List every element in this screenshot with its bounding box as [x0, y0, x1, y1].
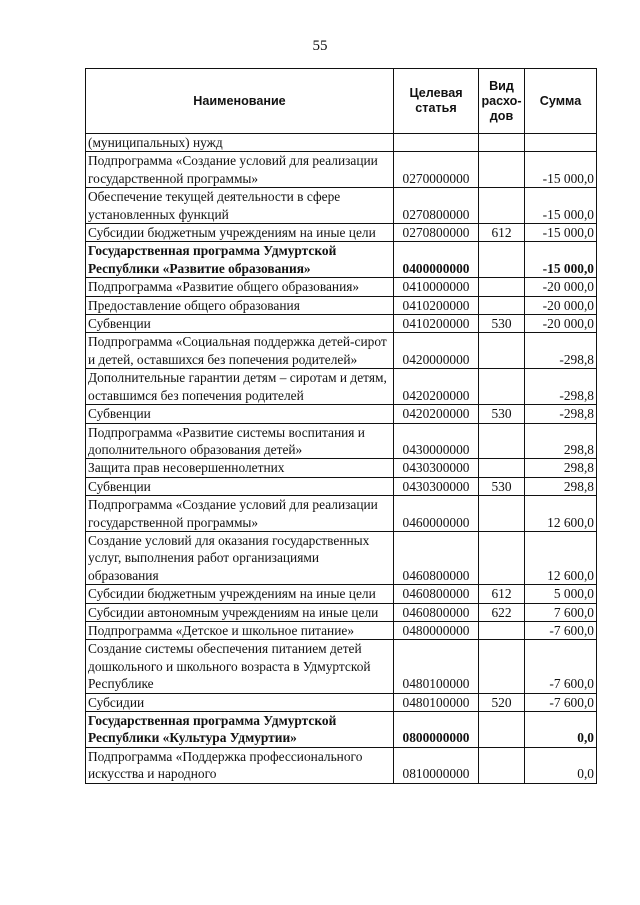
cell-name: Подпрограмма «Создание условий для реализации государственной программы»: [86, 496, 394, 532]
cell-sum: 12 600,0: [525, 496, 597, 532]
table-row: [86, 296, 597, 314]
cell-name: Субсидии бюджетным учреждениям на иные цели: [86, 585, 394, 603]
cell-target-code: 0460000000: [394, 496, 479, 532]
cell-expense-type: [479, 188, 525, 224]
cell-sum: -20 000,0: [525, 315, 597, 333]
cell-target-code: 0270800000: [394, 188, 479, 224]
table-row: [86, 621, 597, 639]
table-row: [86, 333, 597, 369]
table-row: [86, 188, 597, 224]
cell-target-code: 0810000000: [394, 747, 479, 783]
cell-name: Подпрограмма «Детское и школьное питание»: [86, 621, 394, 639]
cell-name: Создание системы обеспечения питанием детей дошкольного и школьного возраста в Удмуртской Республике: [86, 640, 394, 693]
cell-name: Субсидии: [86, 693, 394, 711]
table-row: [86, 531, 597, 584]
cell-sum: -15 000,0: [525, 152, 597, 188]
cell-target-code: 0480000000: [394, 621, 479, 639]
cell-sum: -7 600,0: [525, 693, 597, 711]
cell-expense-type: 530: [479, 405, 525, 423]
cell-sum: 5 000,0: [525, 585, 597, 603]
table-row: [86, 693, 597, 711]
cell-expense-type: [479, 278, 525, 296]
table-row: [86, 747, 597, 783]
cell-sum: 298,8: [525, 477, 597, 495]
cell-name: Субвенции: [86, 315, 394, 333]
cell-expense-type: 530: [479, 477, 525, 495]
cell-target-code: 0480100000: [394, 640, 479, 693]
cell-name: Государственная программа Удмуртской Республики «Развитие образования»: [86, 242, 394, 278]
cell-expense-type: [479, 621, 525, 639]
cell-sum: 7 600,0: [525, 603, 597, 621]
cell-expense-type: [479, 296, 525, 314]
column-header-type: Вид расхо-дов: [479, 69, 525, 134]
cell-expense-type: [479, 242, 525, 278]
cell-expense-type: [479, 459, 525, 477]
cell-name: Подпрограмма «Развитие системы воспитания и дополнительного образования детей»: [86, 423, 394, 459]
cell-target-code: [394, 134, 479, 152]
cell-target-code: 0270800000: [394, 224, 479, 242]
cell-target-code: 0430300000: [394, 477, 479, 495]
cell-target-code: 0800000000: [394, 712, 479, 748]
cell-sum: 0,0: [525, 747, 597, 783]
cell-target-code: 0420200000: [394, 369, 479, 405]
table-row: [86, 496, 597, 532]
table-body: [86, 134, 597, 784]
cell-name: Создание условий для оказания государственных услуг, выполнения работ организациями образования: [86, 531, 394, 584]
table-row: [86, 369, 597, 405]
table-row: [86, 242, 597, 278]
table-row: [86, 423, 597, 459]
table-row: [86, 640, 597, 693]
cell-expense-type: 612: [479, 224, 525, 242]
cell-name: Подпрограмма «Социальная поддержка детей-сирот и детей, оставшихся без попечения родителей»: [86, 333, 394, 369]
cell-target-code: 0430300000: [394, 459, 479, 477]
cell-sum: -20 000,0: [525, 278, 597, 296]
cell-sum: -7 600,0: [525, 640, 597, 693]
cell-expense-type: [479, 152, 525, 188]
cell-name: Защита прав несовершеннолетних: [86, 459, 394, 477]
cell-expense-type: 612: [479, 585, 525, 603]
cell-sum: -15 000,0: [525, 188, 597, 224]
cell-name: Подпрограмма «Создание условий для реализации государственной программы»: [86, 152, 394, 188]
table-row: [86, 603, 597, 621]
cell-expense-type: [479, 640, 525, 693]
cell-sum: 12 600,0: [525, 531, 597, 584]
cell-expense-type: [479, 496, 525, 532]
column-header-name: Наименование: [86, 69, 394, 134]
table-row: [86, 477, 597, 495]
cell-sum: -15 000,0: [525, 242, 597, 278]
table-row: [86, 224, 597, 242]
table-row: [86, 134, 597, 152]
cell-target-code: 0410200000: [394, 296, 479, 314]
cell-sum: -298,8: [525, 405, 597, 423]
table-row: [86, 405, 597, 423]
cell-expense-type: [479, 333, 525, 369]
cell-name: Субсидии автономным учреждениям на иные цели: [86, 603, 394, 621]
cell-name: Обеспечение текущей деятельности в сфере установленных функций: [86, 188, 394, 224]
cell-expense-type: 622: [479, 603, 525, 621]
cell-expense-type: [479, 134, 525, 152]
cell-name: Субвенции: [86, 477, 394, 495]
cell-target-code: 0480100000: [394, 693, 479, 711]
cell-name: Государственная программа Удмуртской Республики «Культура Удмуртии»: [86, 712, 394, 748]
cell-target-code: 0420200000: [394, 405, 479, 423]
cell-target-code: 0460800000: [394, 531, 479, 584]
cell-name: Подпрограмма «Развитие общего образования»: [86, 278, 394, 296]
cell-target-code: 0460800000: [394, 585, 479, 603]
cell-target-code: 0420000000: [394, 333, 479, 369]
cell-name: Предоставление общего образования: [86, 296, 394, 314]
cell-sum: -7 600,0: [525, 621, 597, 639]
table-row: [86, 585, 597, 603]
cell-name: Дополнительные гарантии детям – сиротам и детям, оставшимся без попечения родителей: [86, 369, 394, 405]
cell-sum: 298,8: [525, 423, 597, 459]
table-header-row: [86, 69, 597, 134]
table-row: [86, 152, 597, 188]
cell-sum: -298,8: [525, 333, 597, 369]
cell-sum: -20 000,0: [525, 296, 597, 314]
cell-name: Подпрограмма «Поддержка профессионального искусства и народного: [86, 747, 394, 783]
cell-target-code: 0430000000: [394, 423, 479, 459]
cell-sum: [525, 134, 597, 152]
column-header-code: Целевая статья: [394, 69, 479, 134]
cell-expense-type: 520: [479, 693, 525, 711]
cell-sum: 0,0: [525, 712, 597, 748]
cell-name: Субвенции: [86, 405, 394, 423]
table-row: [86, 712, 597, 748]
cell-expense-type: [479, 747, 525, 783]
cell-target-code: 0270000000: [394, 152, 479, 188]
cell-target-code: 0400000000: [394, 242, 479, 278]
cell-sum: -15 000,0: [525, 224, 597, 242]
table-row: [86, 315, 597, 333]
cell-sum: -298,8: [525, 369, 597, 405]
page-number: 55: [312, 38, 328, 54]
cell-expense-type: 530: [479, 315, 525, 333]
cell-target-code: 0410200000: [394, 315, 479, 333]
cell-name: Субсидии бюджетным учреждениям на иные цели: [86, 224, 394, 242]
table-row: [86, 278, 597, 296]
cell-sum: 298,8: [525, 459, 597, 477]
cell-expense-type: [479, 531, 525, 584]
cell-expense-type: [479, 369, 525, 405]
budget-table: [85, 68, 597, 784]
column-header-sum: Сумма: [525, 69, 597, 134]
cell-expense-type: [479, 423, 525, 459]
cell-target-code: 0410000000: [394, 278, 479, 296]
cell-name: (муниципальных) нужд: [86, 134, 394, 152]
cell-target-code: 0460800000: [394, 603, 479, 621]
cell-expense-type: [479, 712, 525, 748]
table-row: [86, 459, 597, 477]
